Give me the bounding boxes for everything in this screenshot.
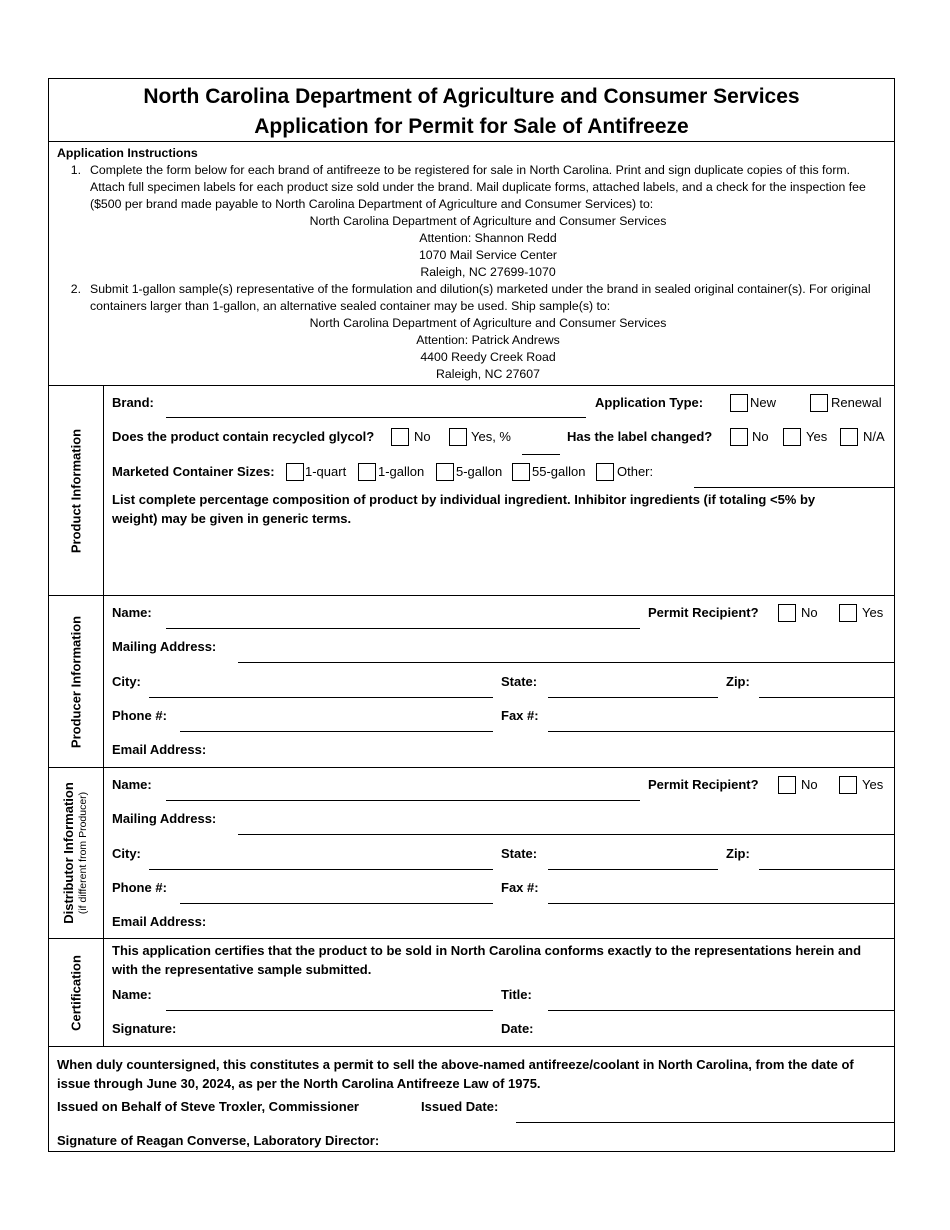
producer-state-field[interactable] — [548, 697, 718, 698]
label-yes-checkbox[interactable] — [783, 428, 801, 446]
brand-field[interactable] — [166, 417, 586, 418]
label-na-option: N/A — [863, 429, 885, 444]
certification-section — [49, 939, 894, 1047]
distributor-phone-field[interactable] — [180, 903, 493, 904]
label-no-option: No — [752, 429, 769, 444]
producer-state-label: State: — [501, 674, 538, 689]
renewal-checkbox[interactable] — [810, 394, 828, 412]
agency-title: North Carolina Department of Agriculture and Consumer Services — [143, 85, 800, 108]
label-yes-option: Yes — [806, 429, 828, 444]
size-other-field[interactable] — [694, 487, 894, 488]
size-1quart-checkbox[interactable] — [286, 463, 304, 481]
recycled-yes-option: Yes, % — [471, 429, 511, 444]
size-5gallon-option: 5-gallon — [456, 464, 503, 479]
distributor-city-field[interactable] — [149, 869, 493, 870]
recycled-no-option: No — [414, 429, 431, 444]
brand-label: Brand: — [112, 395, 154, 410]
cert-signature-label: Signature: — [112, 1021, 177, 1036]
distributor-city-label: City: — [112, 846, 141, 861]
recycled-percent-field[interactable] — [522, 454, 560, 455]
producer-permit-label: Permit Recipient? — [648, 605, 759, 620]
distributor-email-field[interactable] — [214, 908, 894, 938]
address-line: Raleigh, NC 27699-1070 — [420, 265, 556, 279]
address-line: Attention: Patrick Andrews — [416, 333, 560, 347]
size-55gallon-checkbox[interactable] — [512, 463, 530, 481]
size-1quart-option: 1-quart — [305, 464, 347, 479]
distributor-email-label: Email Address: — [112, 914, 207, 929]
distributor-permit-yes-checkbox[interactable] — [839, 776, 857, 794]
instruction-item-1 — [57, 162, 886, 281]
section-sublabel-distributor: (if different from Producer) — [77, 791, 89, 915]
size-other-checkbox[interactable] — [596, 463, 614, 481]
cert-title-field[interactable] — [548, 1010, 894, 1011]
issued-date-field[interactable] — [516, 1122, 894, 1123]
section-label-product: Product Information — [68, 428, 84, 553]
application-form — [48, 78, 895, 1152]
address-line: Attention: Shannon Redd — [419, 231, 557, 245]
cert-signature-field[interactable] — [184, 1015, 493, 1045]
permit-statement: When duly countersigned, this constitutes a permit to sell the above-named antifreeze/coolant in North Carolina, from the date of issue through June 30, 2024, as per the North Carolina Antifreeze Law of 1975. — [57, 1057, 854, 1091]
recycled-glycol-label: Does the product contain recycled glycol? — [112, 429, 375, 444]
composition-instructions: List complete percentage composition of product by individual ingredient. Inhibitor ingredients (if totaling <5% by weight) may be given in generic terms. — [112, 492, 816, 526]
instruction-number: 2. — [70, 282, 81, 296]
cert-date-field[interactable] — [548, 1015, 894, 1045]
distributor-permit-no-option: No — [801, 777, 818, 792]
distributor-permit-no-checkbox[interactable] — [778, 776, 796, 794]
producer-name-label: Name: — [112, 605, 152, 620]
new-option: New — [750, 395, 777, 410]
producer-city-field[interactable] — [149, 697, 493, 698]
producer-zip-label: Zip: — [726, 674, 750, 689]
product-information-section — [49, 386, 894, 596]
address-line: 1070 Mail Service Center — [418, 248, 558, 262]
distributor-zip-label: Zip: — [726, 846, 750, 861]
producer-permit-yes-option: Yes — [862, 605, 884, 620]
instruction-item-2 — [57, 281, 886, 383]
cert-date-label: Date: — [501, 1021, 534, 1036]
distributor-permit-label: Permit Recipient? — [648, 777, 759, 792]
renewal-option: Renewal — [831, 395, 882, 410]
producer-mailing-field[interactable] — [238, 662, 894, 663]
cert-name-label: Name: — [112, 987, 152, 1002]
producer-permit-no-checkbox[interactable] — [778, 604, 796, 622]
instructions-heading: Application Instructions — [57, 146, 198, 160]
producer-phone-label: Phone #: — [112, 708, 167, 723]
director-signature-label: Signature of Reagan Converse, Laboratory Director: — [57, 1133, 380, 1148]
section-label-distributor: Distributor Information — [61, 782, 76, 924]
producer-fax-field[interactable] — [548, 731, 894, 732]
label-no-checkbox[interactable] — [730, 428, 748, 446]
distributor-information-section — [49, 768, 894, 939]
form-title: Application for Permit for Sale of Antifreeze — [254, 115, 689, 138]
form-title-block — [49, 79, 894, 142]
distributor-state-label: State: — [501, 846, 538, 861]
producer-information-section — [49, 596, 894, 768]
distributor-fax-field[interactable] — [548, 903, 894, 904]
cert-title-label: Title: — [501, 987, 532, 1002]
issued-date-label: Issued Date: — [421, 1099, 499, 1114]
producer-fax-label: Fax #: — [501, 708, 539, 723]
address-line: Raleigh, NC 27607 — [436, 367, 540, 381]
distributor-mailing-field[interactable] — [238, 834, 894, 835]
container-sizes-label: Marketed Container Sizes: — [112, 464, 275, 479]
distributor-phone-label: Phone #: — [112, 880, 167, 895]
distributor-fax-label: Fax #: — [501, 880, 539, 895]
distributor-zip-field[interactable] — [759, 869, 894, 870]
certification-statement: This application certifies that the product to be sold in North Carolina conforms exactly to the representations herein and with the representative sample submitted. — [112, 943, 862, 977]
producer-permit-no-option: No — [801, 605, 818, 620]
producer-phone-field[interactable] — [180, 731, 493, 732]
composition-field[interactable] — [112, 534, 886, 589]
instruction-text: Submit 1-gallon sample(s) representative of the formulation and dilution(s) marketed under the brand in sealed original container(s). For original containers larger than 1-gallon, an alternative sealed container may be used. Ship sample(s) to: — [90, 282, 871, 313]
recycled-yes-checkbox[interactable] — [449, 428, 467, 446]
instruction-text: Complete the form below for each brand of antifreeze to be registered for sale in North Carolina. Print and sign duplicate copies of this form. Attach full specimen labels for each product size sold under the brand. Mail duplicate forms, attached labels, and a check for the inspection fee ($500 per brand made payable to North Carolina Department of Agriculture and Consumer Services) to: — [90, 163, 866, 211]
distributor-permit-yes-option: Yes — [862, 777, 884, 792]
label-na-checkbox[interactable] — [840, 428, 858, 446]
producer-email-field[interactable] — [214, 736, 894, 766]
producer-email-label: Email Address: — [112, 742, 207, 757]
distributor-state-field[interactable] — [548, 869, 718, 870]
producer-name-field[interactable] — [166, 628, 640, 629]
permit-issuance-block — [49, 1047, 894, 1153]
cert-name-field[interactable] — [166, 1010, 493, 1011]
instructions-block — [49, 142, 894, 386]
producer-zip-field[interactable] — [759, 697, 894, 698]
size-55gallon-option: 55-gallon — [532, 464, 586, 479]
producer-city-label: City: — [112, 674, 141, 689]
address-line: North Carolina Department of Agriculture and Consumer Services — [309, 214, 667, 228]
application-type-label: Application Type: — [595, 395, 704, 410]
size-5gallon-checkbox[interactable] — [436, 463, 454, 481]
distributor-name-label: Name: — [112, 777, 152, 792]
address-line: North Carolina Department of Agriculture and Consumer Services — [309, 316, 667, 330]
new-checkbox[interactable] — [730, 394, 748, 412]
size-1gallon-option: 1-gallon — [378, 464, 425, 479]
size-other-option: Other: — [617, 464, 654, 479]
section-label-producer: Producer Information — [68, 615, 84, 748]
section-label-certification: Certification — [68, 954, 84, 1031]
size-1gallon-checkbox[interactable] — [358, 463, 376, 481]
distributor-name-field[interactable] — [166, 800, 640, 801]
address-line: 4400 Reedy Creek Road — [420, 350, 556, 364]
instruction-number: 1. — [70, 163, 81, 177]
distributor-mailing-label: Mailing Address: — [112, 811, 217, 826]
issued-on-behalf-label: Issued on Behalf of Steve Troxler, Commissioner — [57, 1099, 359, 1114]
producer-permit-yes-checkbox[interactable] — [839, 604, 857, 622]
label-changed-label: Has the label changed? — [567, 429, 713, 444]
recycled-no-checkbox[interactable] — [391, 428, 409, 446]
producer-mailing-label: Mailing Address: — [112, 639, 217, 654]
